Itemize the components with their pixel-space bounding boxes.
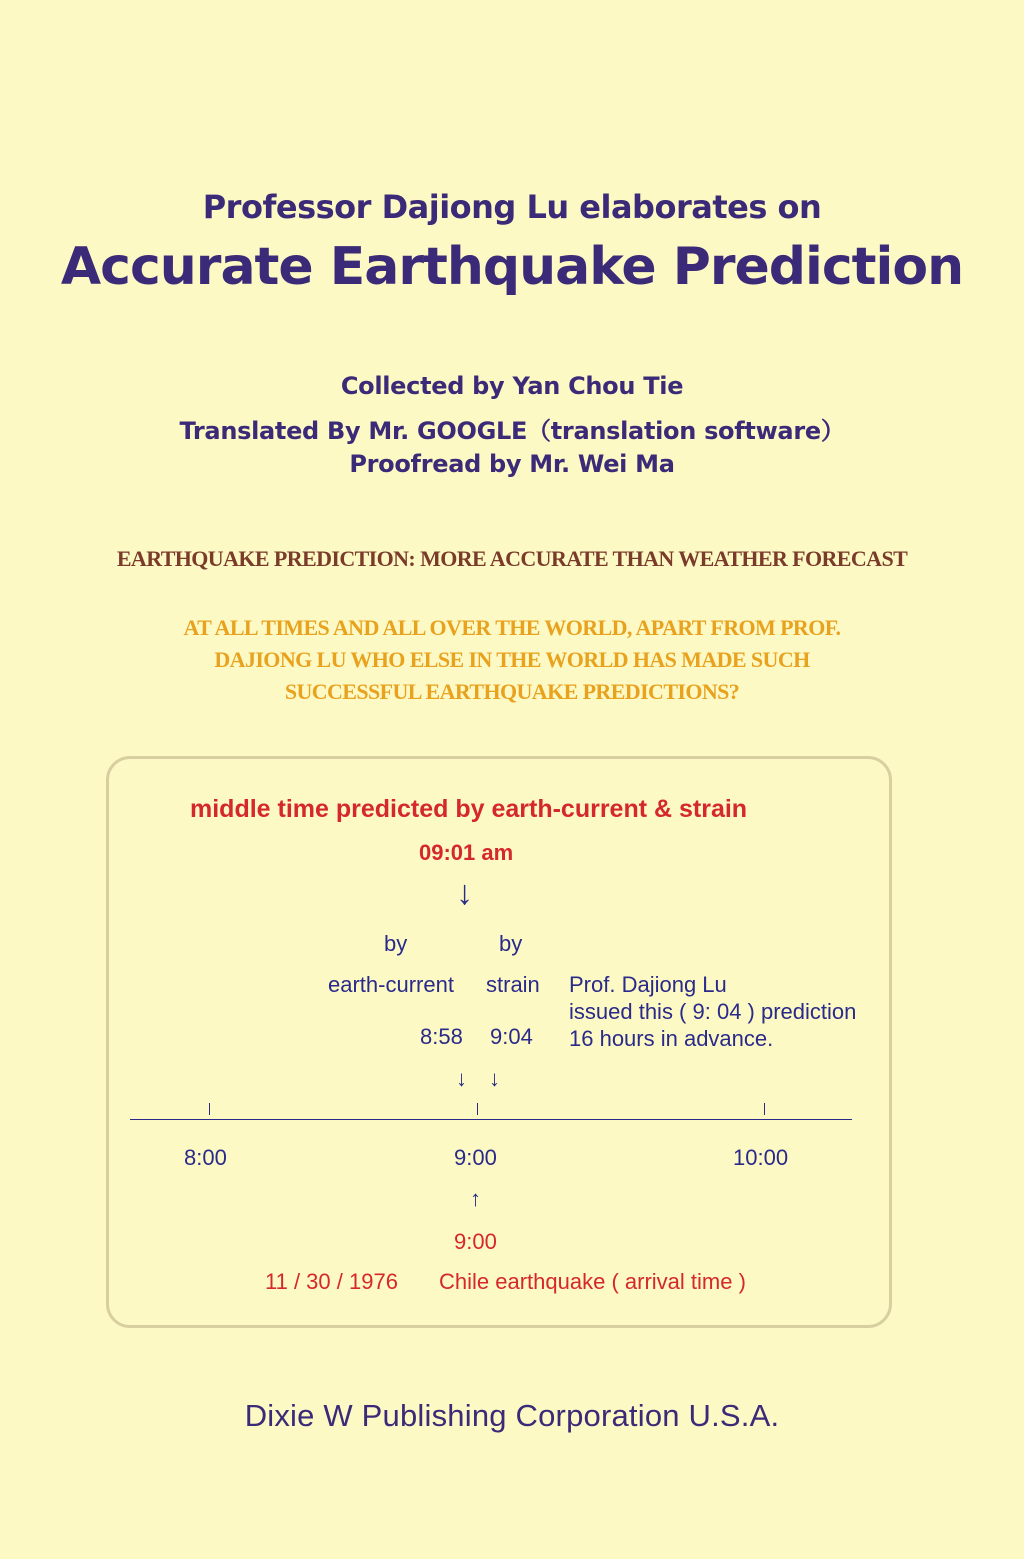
credit-translated: Translated By Mr. GOOGLE（translation software） (179, 417, 845, 445)
arrow-up-icon: ↑ (470, 1186, 481, 1211)
axis-tick (764, 1103, 765, 1115)
axis-tick (477, 1103, 478, 1115)
credit-collected: Collected by Yan Chou Tie (340, 372, 684, 400)
actual-time: 9:00 (454, 1229, 497, 1254)
arrow-down-icon: ↓ (456, 874, 473, 912)
axis-label-8: 8:00 (184, 1145, 227, 1170)
cover-title: Accurate Earthquake Prediction (60, 237, 964, 297)
cover-subtitle: Professor Dajiong Lu elaborates on (202, 188, 822, 226)
method-strain: strain (486, 972, 540, 997)
event-date: 11 / 30 / 1976 (265, 1269, 398, 1294)
note-line-3: 16 hours in advance. (569, 1026, 774, 1051)
by-label-earth-current: by (384, 931, 408, 956)
time-earth-current: 8:58 (420, 1024, 463, 1049)
method-earth-current: earth-current (328, 972, 454, 997)
question-line-1: AT ALL TIMES AND ALL OVER THE WORLD, APART FROM PROF. (183, 615, 841, 640)
note-line-1: Prof. Dajiong Lu (569, 972, 727, 997)
axis-label-10: 10:00 (733, 1145, 789, 1170)
event-description: Chile earthquake ( arrival time ) (439, 1269, 746, 1294)
by-label-strain: by (499, 931, 523, 956)
headline: EARTHQUAKE PREDICTION: MORE ACCURATE THAN WEATHER FORECAST (116, 546, 908, 571)
axis-tick (209, 1103, 210, 1115)
question-line-2: DAJIONG LU WHO ELSE IN THE WORLD HAS MADE SUCH (214, 647, 810, 672)
middle-time: 09:01 am (419, 840, 514, 865)
arrow-down-small-icon: ↓ (489, 1066, 500, 1091)
timeline-axis (130, 1119, 852, 1120)
diagram-heading: middle time predicted by earth-current & strain (190, 795, 748, 823)
publisher: Dixie W Publishing Corporation U.S.A. (244, 1398, 780, 1433)
question-line-3: SUCCESSFUL EARTHQUAKE PREDICTIONS? (284, 679, 740, 704)
axis-label-9: 9:00 (454, 1145, 497, 1170)
time-strain: 9:04 (490, 1024, 533, 1049)
note-line-2: issued this ( 9: 04 ) prediction (569, 999, 857, 1024)
credit-proofread: Proofread by Mr. Wei Ma (349, 450, 675, 478)
arrow-down-small-icon: ↓ (456, 1066, 467, 1091)
